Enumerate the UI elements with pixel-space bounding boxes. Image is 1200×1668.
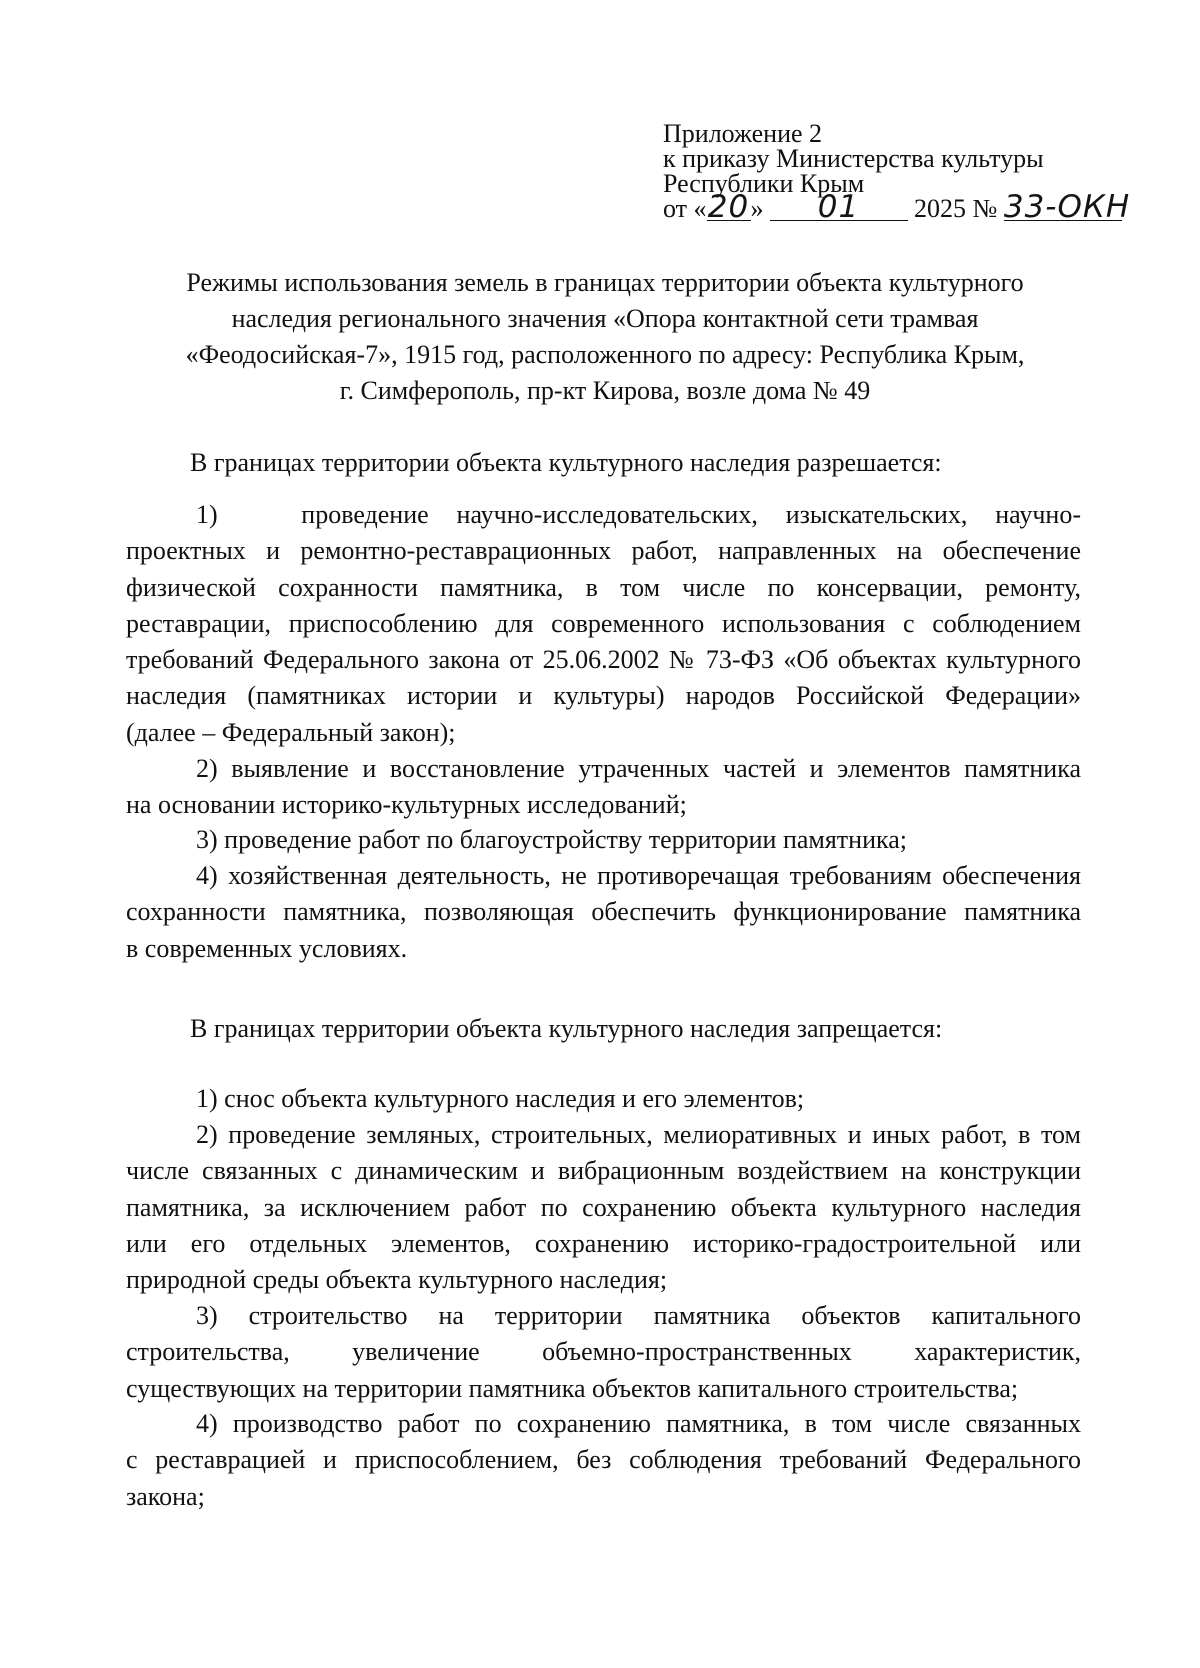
paragraph-line: памятника, за исключением работ по сохранению объекта культурного наследия [126,1192,1081,1222]
paragraph-line: числе связанных с динамическим и вибрационным воздействием на конструкции [126,1156,1081,1186]
appendix-order-ref: к приказу Министерства культуры [663,144,1044,173]
forbidden-heading: В границах территории объекта культурного наследия запрещается: [190,1014,943,1043]
year-and-number-sign: 2025 № [914,194,998,223]
forbidden-item-2 [126,1117,1081,1298]
handwritten-day: 20 [707,189,750,225]
date-prefix: от « [663,194,707,223]
paragraph-line: 4) производство работ по сохранению памятника, в том числе связанных [196,1409,1081,1438]
title-line: г. Симферополь, пр-кт Кирова, возле дома № 49 [339,376,871,405]
paragraph-line: 2) проведение земляных, строительных, мелиоративных и иных работ, в том [196,1120,1081,1149]
paragraph-line: 2) выявление и восстановление утраченных частей и элементов памятника [196,754,1081,783]
paragraph-line: или его отдельных элементов, сохранению историко-градостроительной или [126,1228,1081,1258]
paragraph-line: закона; [126,1481,205,1511]
paragraph-line: 1) снос объекта культурного наследия и его элементов; [196,1084,805,1113]
allowed-heading: В границах территории объекта культурного наследия разрешается: [190,448,942,477]
paragraph-line: природной среды объекта культурного наследия; [126,1265,668,1295]
date-quote-close: » [750,194,764,223]
handwritten-order-number: 33-ОКН [1003,189,1131,225]
paragraph-line: строительства, увеличение объемно-пространственных характеристик, [126,1337,1081,1367]
paragraph-line: на основании историко-культурных исследований; [126,790,687,820]
allowed-item-3 [126,822,1081,858]
forbidden-item-4 [126,1406,1081,1515]
paragraph-line: с реставрацией и приспособлением, без соблюдения требований Федерального [126,1445,1081,1475]
allowed-item-4 [126,858,1081,967]
forbidden-item-1 [126,1081,1081,1117]
allowed-item-1 [126,497,1081,751]
paragraph-line: проектных и ремонтно-реставрационных работ, направленных на обеспечение [126,536,1081,566]
paragraph-line: в современных условиях. [126,933,408,963]
paragraph-line: 4) хозяйственная деятельность, не противоречащая требованиям обеспечения [196,861,1081,890]
paragraph-line: 1) проведение научно-исследовательских, изыскательских, научно- [196,500,1081,529]
paragraph-line: реставрации, приспособлению для современного использования с соблюдением [126,608,1081,638]
paragraph-line: физической сохранности памятника, в том числе по консервации, ремонту, [126,572,1081,602]
document-title [125,265,1085,409]
title-line: Режимы использования земель в границах территории объекта культурного [186,268,1024,297]
paragraph-line: наследия (памятниках истории и культуры) народов Российской Федерации» [126,681,1081,711]
paragraph-line: (далее – Федеральный закон); [126,717,456,747]
paragraph-line: 3) проведение работ по благоустройству территории памятника; [196,825,908,854]
title-line: наследия регионального значения «Опора контактной сети трамвая [231,304,979,333]
appendix-block [663,119,1143,225]
forbidden-item-3 [126,1298,1081,1407]
appendix-label: Приложение 2 [663,119,823,148]
allowed-item-2 [126,751,1081,824]
paragraph-line: 3) строительство на территории памятника объектов капитального [196,1301,1081,1330]
paragraph-line: существующих на территории памятника объектов капитального строительства; [126,1373,1019,1403]
appendix-region: Республики Крым [663,169,865,198]
paragraph-line: требований Федерального закона от 25.06.2002 № 73-ФЗ «Об объектах культурного [126,645,1081,675]
handwritten-month: 01 [817,189,860,225]
title-line: «Феодосийская-7», 1915 год, расположенного по адресу: Республика Крым, [185,340,1025,369]
paragraph-line: сохранности памятника, позволяющая обеспечить функционирование памятника [126,897,1081,927]
order-date-line [663,189,1143,225]
